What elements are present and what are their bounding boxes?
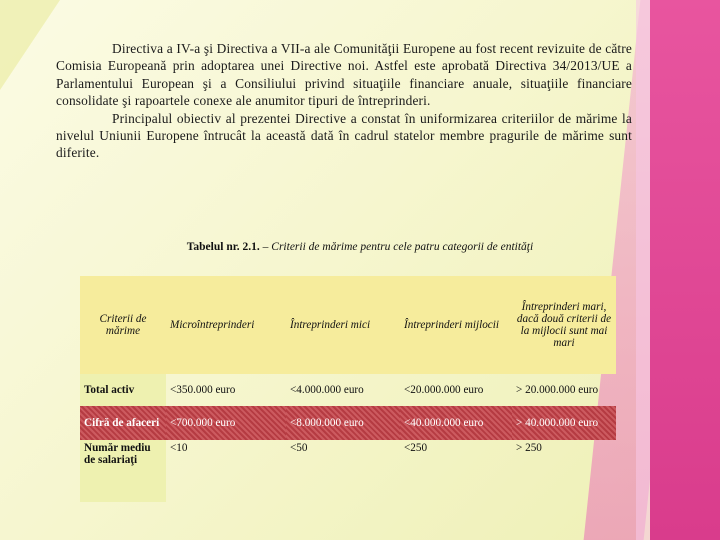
table-row: [80, 406, 616, 440]
table-cell: > 40.000.000 euro: [512, 406, 616, 440]
column-header: Întreprinderi mijlocii: [404, 319, 499, 331]
paragraph: Directiva a IV-a şi Directiva a VII-a ale Comunităţii Europene au fost recent revizuite de către Comisia Europeană prin adoptarea unei Directive noi. Astfel este aprobată Directiva 34/2013/UE a Parlamentului European şi a Consiliului privind situaţiile financiare anuale, situaţiile financiare consolidate şi rapoartele conexe ale anumitor tipuri de întreprinderi.: [56, 41, 632, 109]
table-cell: <700.000 euro: [166, 406, 286, 440]
caption-text: – Criterii de mărime pentru cele patru categorii de entităţi: [259, 241, 534, 253]
criteria-table: [80, 276, 616, 502]
table-cell: <250: [404, 442, 428, 454]
table-cell: <8.000.000 euro: [286, 406, 400, 440]
table-caption: [170, 240, 550, 255]
table-cell: > 20.000.000 euro: [516, 384, 599, 396]
table-row: [80, 440, 616, 502]
row-label: Număr mediu de salariaţi: [80, 440, 166, 502]
table-cell: <4.000.000 euro: [290, 384, 364, 396]
column-header: Întreprinderi mari, dacă două criterii de la mijlocii sunt mai mari: [516, 301, 612, 349]
column-header: Microîntreprinderi: [170, 319, 255, 331]
caption-label: Tabelul nr. 2.1.: [186, 241, 260, 253]
table-header-row: [80, 276, 616, 374]
table-row: [80, 374, 616, 406]
table-cell: <40.000.000 euro: [400, 406, 512, 440]
table-cell: <50: [290, 442, 308, 454]
row-label: Total activ: [80, 374, 166, 406]
decor-stripe: [650, 0, 720, 540]
body-text: [56, 40, 632, 162]
table-cell: <350.000 euro: [170, 384, 236, 396]
table-cell: <10: [170, 442, 188, 454]
decor-corner: [0, 0, 60, 90]
row-label: Cifră de afaceri: [80, 406, 166, 440]
table-cell: <20.000.000 euro: [404, 384, 484, 396]
table-cell: > 250: [516, 442, 542, 454]
column-header: Criterii de mărime: [99, 313, 147, 337]
criteria-table-wrap: [80, 276, 616, 502]
column-header: Întreprinderi mici: [290, 319, 371, 331]
paragraph: Principalul obiectiv al prezentei Directive a constat în uniformizarea criteriilor de mărime la nivelul Uniunii Europene întrucât la această dată în cadrul statelor membre pragurile de mărime sunt diferite.: [56, 110, 632, 161]
